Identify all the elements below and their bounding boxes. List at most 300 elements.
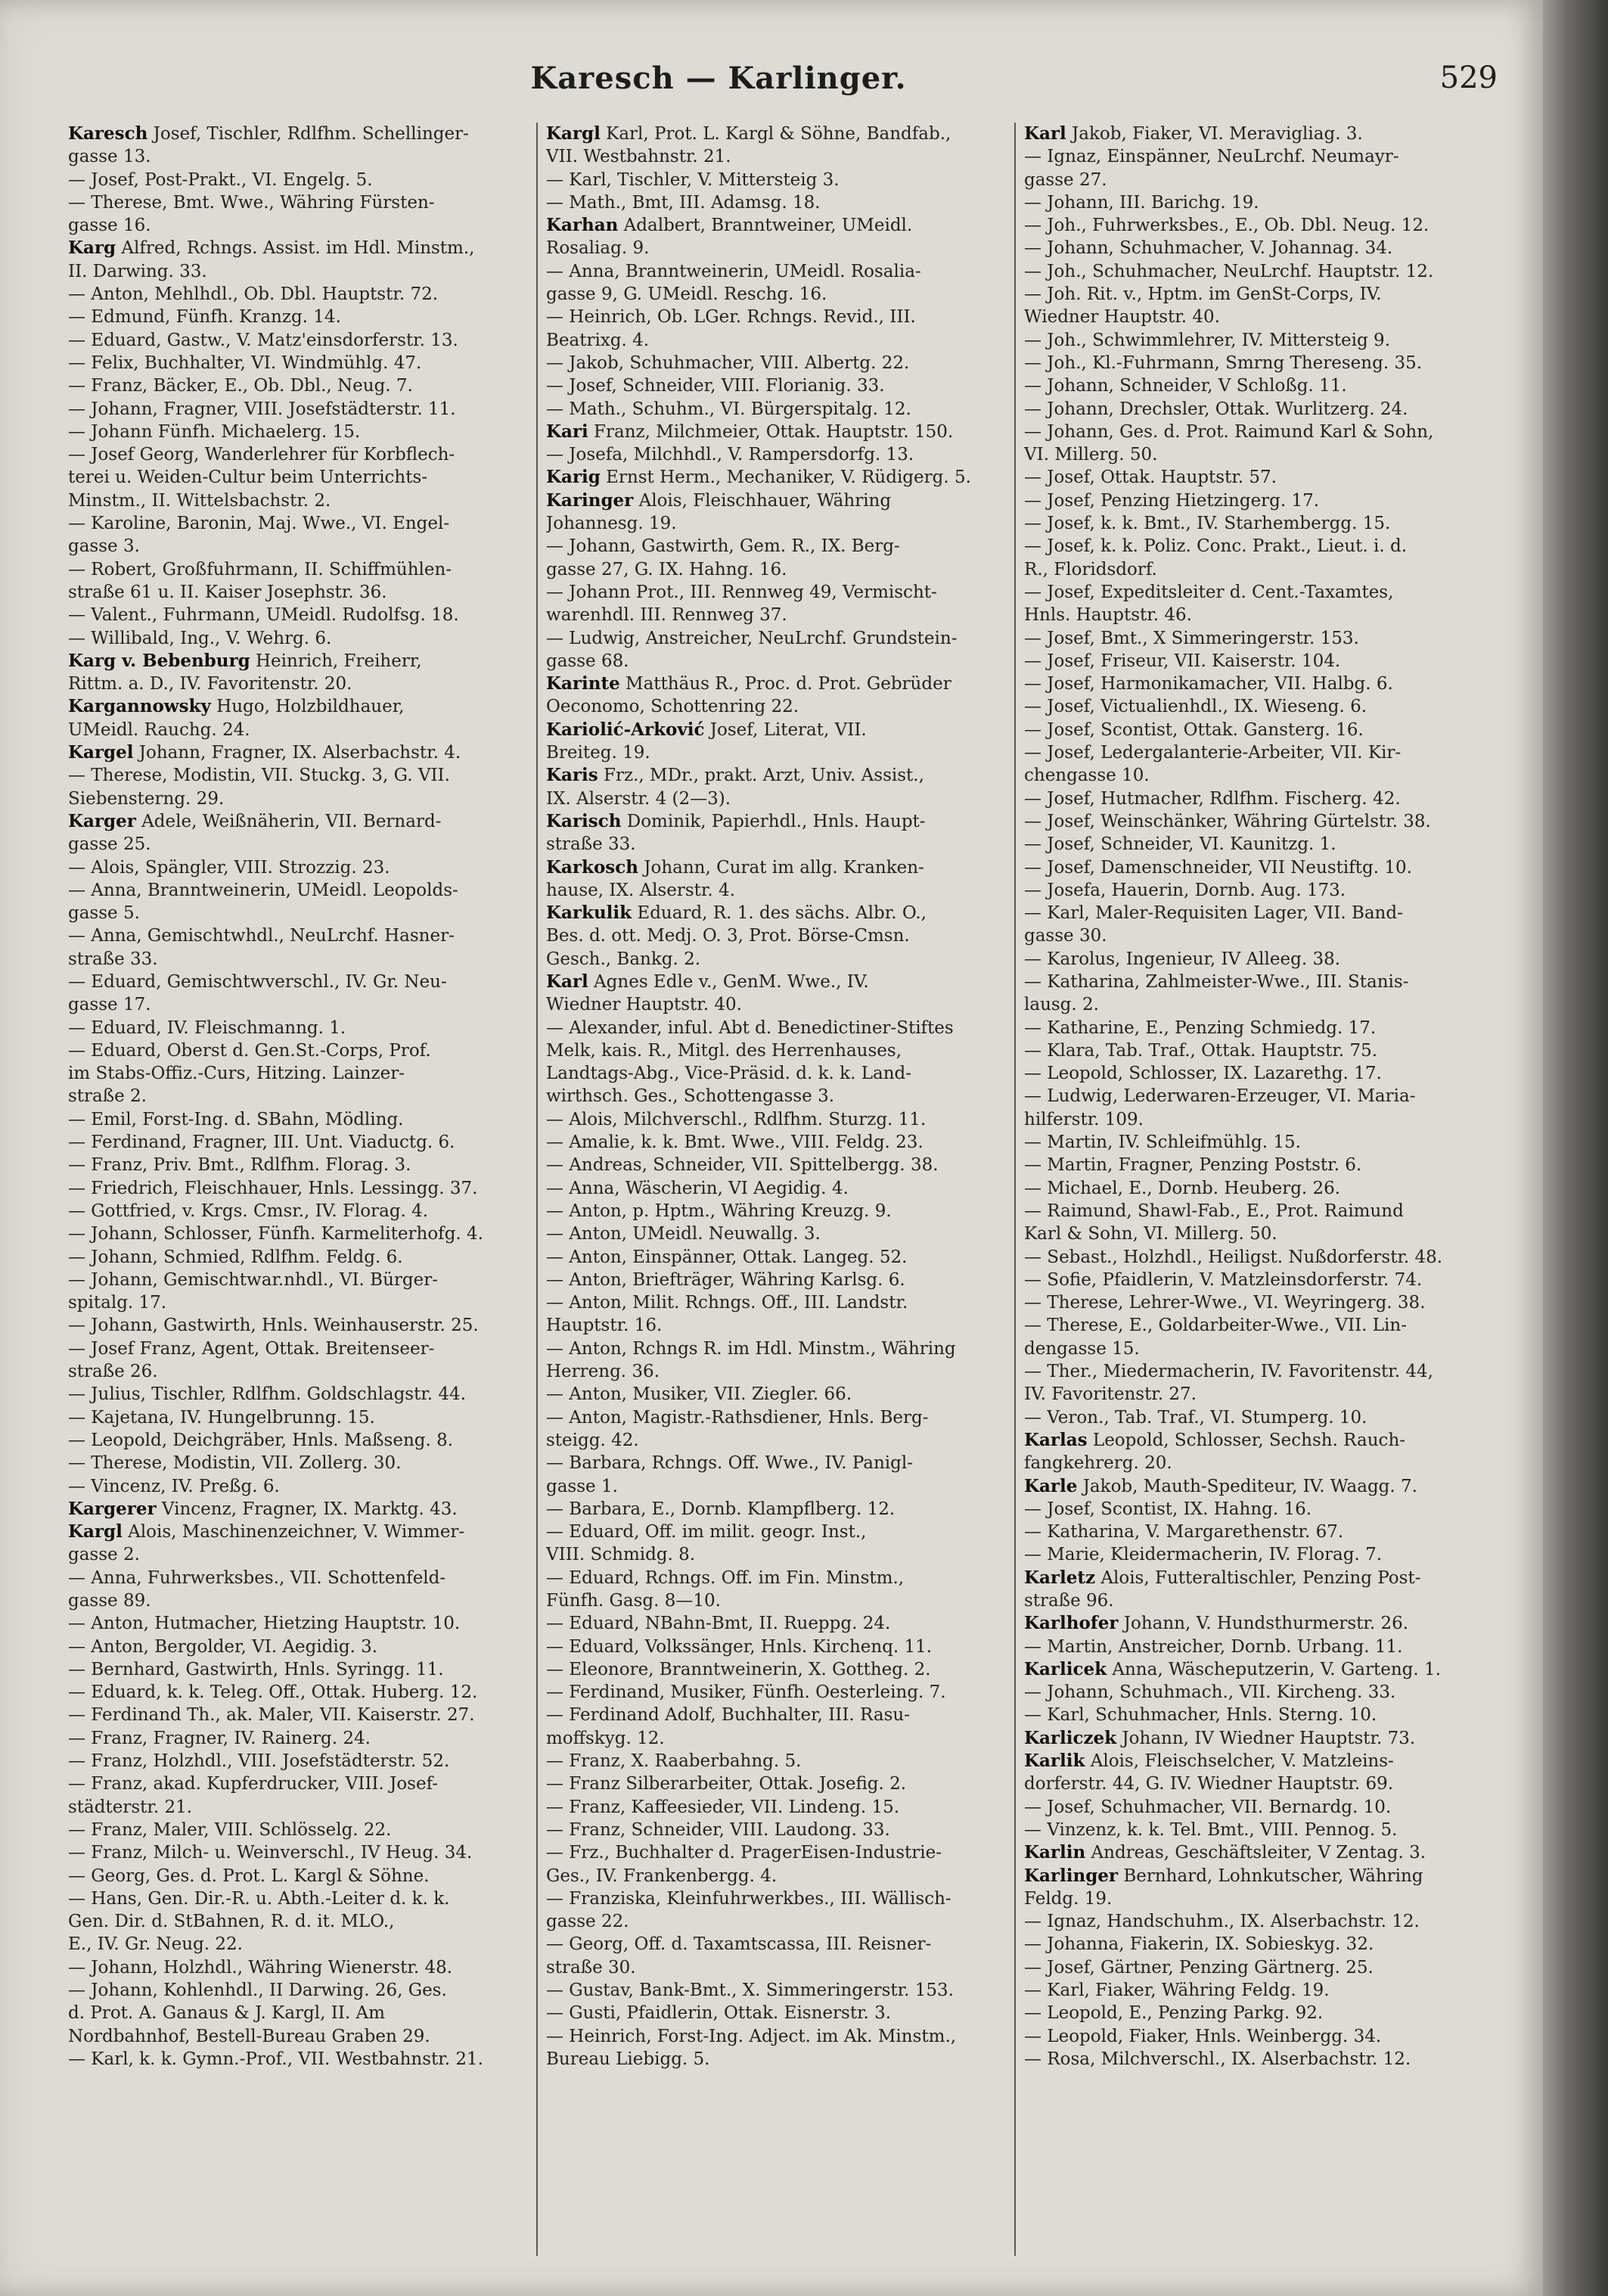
directory-entry-line — [1024, 741, 1493, 764]
directory-entry-line — [68, 741, 526, 764]
directory-entry-line — [546, 650, 1004, 673]
directory-entry-line — [546, 352, 1004, 374]
entry-text: Alois, Maschinenzeichner, V. Wimmer- — [122, 1522, 465, 1543]
entry-text: — Josef, Gärtner, Penzing Gärtnerg. 25. — [1024, 1957, 1374, 1978]
entry-text: — Leopold, Fiaker, Hnls. Weinbergg. 34. — [1024, 2026, 1382, 2046]
entry-text: Wiedner Hauptstr. 40. — [546, 995, 742, 1015]
entry-text: — Edmund, Fünfh. Kranzg. 14. — [68, 307, 341, 328]
entry-text: Gen. Dir. d. StBahnen, R. d. it. MLO., — [68, 1912, 395, 1932]
entry-text: hause, IX. Alserstr. 4. — [546, 880, 735, 900]
surname-heading: Kargannowsky — [68, 696, 211, 717]
directory-entry-line — [68, 1521, 526, 1543]
entry-text: — Alexander, inful. Abt d. Benedictiner-Stiftes — [546, 1018, 954, 1038]
directory-entry-line — [1024, 650, 1493, 673]
entry-text: — Barbara, Rchngs. Off. Wwe., IV. Panigl- — [546, 1453, 913, 1474]
entry-text: — Therese, Modistin, VII. Zollerg. 30. — [68, 1453, 402, 1474]
directory-entry-line — [1024, 352, 1493, 374]
directory-entry-line — [1024, 1498, 1493, 1521]
directory-entry-line — [546, 948, 1004, 971]
directory-entry-line — [546, 2048, 1004, 2071]
entry-text: — Ferdinand, Fragner, III. Unt. Viaductg. 6. — [68, 1132, 455, 1153]
directory-entry-line — [68, 145, 526, 168]
entry-text: Bureau Liebigg. 5. — [546, 2049, 710, 2069]
entry-text: — Anna, Branntweinerin, UMeidl. Leopolds- — [68, 880, 458, 900]
directory-entry-line — [1024, 237, 1493, 259]
directory-entry-line — [546, 673, 1004, 695]
entry-text: Beatrixg. 4. — [546, 330, 650, 350]
entry-text: Rittm. a. D., IV. Favoritenstr. 20. — [68, 674, 352, 694]
directory-entry-line — [68, 1750, 526, 1772]
entry-text: — Karl, k. k. Gymn.-Prof., VII. Westbahnstr. 21. — [68, 2049, 483, 2069]
directory-entry-line — [68, 398, 526, 421]
entry-text: im Stabs-Offiz.-Curs, Hitzing. Lainzer- — [68, 1064, 405, 1084]
entry-text: — Georg, Off. d. Taxamtscassa, III. Reisner- — [546, 1934, 932, 1955]
directory-entry-line — [1024, 2025, 1493, 2048]
directory-entry-line — [1024, 1406, 1493, 1429]
entry-text: Alois, Fleischselcher, V. Matzleins- — [1085, 1751, 1394, 1772]
entry-text: wirthsch. Ges., Schottengasse 3. — [546, 1086, 835, 1107]
directory-entry-line — [68, 764, 526, 787]
directory-entry-line — [546, 1383, 1004, 1406]
directory-entry-line — [546, 1704, 1004, 1726]
entry-text: fangkehrerg. 20. — [1024, 1453, 1172, 1474]
entry-text: Karl, Prot. L. Kargl & Söhne, Bandfab., — [600, 124, 951, 144]
entry-text: chengasse 10. — [1024, 766, 1150, 786]
directory-entry-line — [546, 741, 1004, 764]
entry-text: — Johann, Schneider, V Schloßg. 11. — [1024, 376, 1347, 396]
directory-entry-line — [1024, 466, 1493, 489]
entry-text: — Anna, Branntweinerin, UMeidl. Rosalia- — [546, 261, 921, 281]
directory-entry-line — [546, 466, 1004, 489]
directory-entry-line — [1024, 421, 1493, 443]
directory-entry-line — [1024, 673, 1493, 695]
directory-entry-line — [546, 237, 1004, 259]
surname-heading: Kargerer — [68, 1498, 157, 1519]
directory-entry-line — [1024, 1543, 1493, 1566]
entry-text: — Joh., Fuhrwerksbes., E., Ob. Dbl. Neug. 12. — [1024, 216, 1430, 236]
directory-entry-line — [1024, 1865, 1493, 1887]
directory-entry-line — [68, 123, 526, 145]
directory-entry-line — [68, 443, 526, 466]
entry-text: — Katharina, V. Margarethenstr. 67. — [1024, 1522, 1344, 1543]
directory-entry-line — [68, 1819, 526, 1841]
directory-entry-line — [546, 1017, 1004, 1039]
surname-heading: Karle — [1024, 1475, 1078, 1496]
directory-entry-line — [1024, 535, 1493, 558]
entry-text: — Hans, Gen. Dir.-R. u. Abth.-Leiter d. k. k. — [68, 1888, 450, 1909]
directory-entry-line — [68, 1223, 526, 1245]
entry-text: gasse 68. — [546, 651, 629, 671]
entry-text: steigg. 42. — [546, 1430, 639, 1450]
surname-heading: Kargl — [68, 1521, 123, 1543]
entry-text: — Josef Franz, Agent, Ottak. Breitenseer- — [68, 1338, 435, 1359]
directory-entry-line — [546, 856, 1004, 879]
directory-entry-line — [1024, 169, 1493, 191]
entry-text: — Gusti, Pfaidlerin, Ottak. Eisnerstr. 3. — [546, 2003, 892, 2024]
entry-text: VII. Westbahnstr. 21. — [546, 147, 731, 167]
entry-text: Melk, kais. R., Mitgl. des Herrenhauses, — [546, 1040, 902, 1061]
page-header — [0, 61, 1543, 113]
directory-entry-line — [1024, 306, 1493, 328]
entry-text: — Veron., Tab. Traf., VI. Stumperg. 10. — [1024, 1407, 1367, 1428]
entry-text: Dominik, Papierhdl., Hnls. Haupt- — [621, 811, 926, 831]
directory-entry-line — [546, 581, 1004, 604]
surname-heading: Kariolić-Arković — [546, 719, 705, 740]
entry-text: — Ludwig, Lederwaren-Erzeuger, VI. Maria- — [1024, 1086, 1416, 1107]
entry-text: straße 33. — [546, 834, 636, 855]
directory-entry-line — [1024, 512, 1493, 535]
directory-entry-line — [68, 237, 526, 259]
directory-entry-line — [1024, 191, 1493, 214]
directory-entry-line — [68, 604, 526, 626]
entry-text: lausg. 2. — [1024, 995, 1099, 1015]
directory-entry-line — [68, 1636, 526, 1658]
directory-entry-line — [68, 1567, 526, 1589]
entry-text: — Josef, Hutmacher, Rdlfhm. Fischerg. 42. — [1024, 788, 1401, 809]
directory-entry-line — [546, 512, 1004, 535]
entry-text: gasse 17. — [68, 995, 151, 1015]
directory-entry-line — [68, 558, 526, 581]
entry-text: — Ignaz, Einspänner, NeuLrchf. Neumayr- — [1024, 147, 1399, 167]
entry-text: Anna, Wäscheputzerin, V. Garteng. 1. — [1107, 1659, 1441, 1679]
directory-entry-line — [546, 191, 1004, 214]
directory-entry-line — [546, 924, 1004, 947]
directory-entry-line — [68, 948, 526, 971]
entry-text: — Josefa, Hauerin, Dornb. Aug. 173. — [1024, 880, 1346, 900]
directory-entry-line — [546, 1246, 1004, 1269]
entry-text: — Ludwig, Anstreicher, NeuLrchf. Grundstein- — [546, 628, 958, 648]
entry-text: II. Darwing. 33. — [68, 261, 207, 281]
entry-text: — Karl, Tischler, V. Mittersteig 3. — [546, 169, 840, 190]
directory-entry-line — [546, 283, 1004, 306]
directory-entry-line — [68, 1406, 526, 1429]
surname-heading: Karlhofer — [1024, 1613, 1119, 1634]
entry-text: Bernhard, Lohnkutscher, Währing — [1118, 1866, 1423, 1886]
directory-entry-line — [1024, 1704, 1493, 1726]
entry-text: — Josef, k. k. Bmt., IV. Starhembergg. 15. — [1024, 514, 1391, 534]
surname-heading: Karkulik — [546, 903, 632, 924]
entry-text: E., IV. Gr. Neug. 22. — [68, 1934, 243, 1955]
entry-text: — Anton, p. Hptm., Währing Kreuzg. 9. — [546, 1201, 892, 1221]
directory-entry-line — [1024, 1062, 1493, 1085]
entry-text: Johannesg. 19. — [546, 514, 677, 534]
entry-text: Josef, Tischler, Rdlfhm. Schellinger- — [147, 124, 469, 144]
entry-text: gasse 3. — [68, 536, 140, 557]
entry-text: — Josef, Victualienhdl., IX. Wieseng. 6. — [1024, 697, 1367, 717]
entry-text: straße 2. — [68, 1086, 147, 1107]
directory-entry-line — [1024, 260, 1493, 283]
directory-entry-line — [546, 879, 1004, 902]
entry-text: — Johann, III. Barichg. 19. — [1024, 192, 1259, 213]
directory-entry-line — [68, 1956, 526, 1979]
directory-entry-line — [68, 535, 526, 558]
directory-entry-line — [1024, 2048, 1493, 2071]
entry-text: — Eduard, Gemischtwverschl., IV. Gr. Neu- — [68, 971, 447, 992]
entry-text: — Franz, Fragner, IV. Rainerg. 24. — [68, 1728, 371, 1748]
directory-entry-line — [546, 1567, 1004, 1589]
entry-text: — Klara, Tab. Traf., Ottak. Hauptstr. 75. — [1024, 1040, 1378, 1061]
directory-entry-line — [1024, 1772, 1493, 1795]
entry-text: Minstm., II. Wittelsbachstr. 2. — [68, 490, 331, 511]
entry-text: städterstr. 21. — [68, 1797, 193, 1817]
entry-text: — Martin, Fragner, Penzing Poststr. 6. — [1024, 1155, 1362, 1176]
surname-heading: Karinte — [546, 673, 620, 694]
entry-text: — Anton, UMeidl. Neuwallg. 3. — [546, 1224, 821, 1244]
directory-entry-line — [68, 1246, 526, 1269]
directory-entry-line — [68, 1383, 526, 1406]
entry-text: — Josef, Schneider, VIII. Florianig. 33. — [546, 376, 885, 396]
directory-entry-line — [546, 1131, 1004, 1154]
entry-text: — Johanna, Fiakerin, IX. Sobieskyg. 32. — [1024, 1934, 1374, 1955]
entry-text: — Martin, Anstreicher, Dornb. Urbang. 11. — [1024, 1636, 1403, 1657]
entry-text: gasse 13. — [68, 147, 151, 167]
directory-entry-line — [68, 1269, 526, 1291]
entry-text: — Johann, Gastwirth, Gem. R., IX. Berg- — [546, 536, 900, 557]
entry-text: — Amalie, k. k. Bmt. Wwe., VIII. Feldg. 23. — [546, 1132, 924, 1153]
entry-text: gasse 16. — [68, 216, 151, 236]
directory-entry-line — [546, 1039, 1004, 1062]
entry-text: Johann, IV Wiedner Hauptstr. 73. — [1116, 1728, 1416, 1748]
directory-entry-line — [68, 627, 526, 650]
entry-text: Jakob, Mauth-Spediteur, IV. Waagg. 7. — [1077, 1476, 1417, 1496]
entry-text: — Anton, Briefträger, Währing Karlsg. 6. — [546, 1269, 905, 1290]
directory-entry-line — [546, 1269, 1004, 1291]
directory-entry-line — [1024, 374, 1493, 397]
entry-text: — Karolus, Ingenieur, IV Alleeg. 38. — [1024, 949, 1341, 969]
entry-text: — Johann, Kohlenhdl., II Darwing. 26, Ges. — [68, 1981, 447, 2001]
entry-text: — Josef Georg, Wanderlehrer für Korbflech- — [68, 445, 455, 465]
directory-entry-line — [68, 1062, 526, 1085]
entry-text: — Josefa, Milchhdl., V. Rampersdorfg. 13. — [546, 445, 914, 465]
column-1 — [68, 123, 526, 2267]
directory-entry-line — [546, 971, 1004, 993]
directory-entry-line — [1024, 1475, 1493, 1498]
directory-entry-line — [1024, 1039, 1493, 1062]
directory-entry-line — [68, 1475, 526, 1498]
entry-text: VIII. Schmidg. 8. — [546, 1545, 696, 1565]
directory-entry-line — [1024, 1658, 1493, 1681]
directory-entry-line — [1024, 948, 1493, 971]
directory-entry-line — [1024, 1521, 1493, 1543]
entry-text: Leopold, Schlosser, Sechsh. Rauch- — [1087, 1430, 1406, 1450]
entry-text: — Therese, Modistin, VII. Stuckg. 3, G. VII. — [68, 766, 450, 786]
entry-text: — Therese, Lehrer-Wwe., VI. Weyringerg. 38. — [1024, 1293, 1426, 1313]
directory-entry-line — [546, 1543, 1004, 1566]
entry-text: Herreng. 36. — [546, 1362, 660, 1382]
surname-heading: Karletz — [1024, 1567, 1096, 1588]
entry-text: Karl & Sohn, VI. Millerg. 50. — [1024, 1224, 1277, 1244]
directory-entry-line — [546, 1062, 1004, 1085]
directory-entry-line — [68, 1429, 526, 1452]
surname-heading: Karg v. Bebenburg — [68, 650, 250, 671]
entry-text: Eduard, R. 1. des sächs. Albr. O., — [632, 903, 927, 924]
entry-text: Josef, Literat, VII. — [704, 719, 867, 740]
entry-text: straße 30. — [546, 1957, 636, 1978]
directory-entry-line — [68, 1360, 526, 1383]
entry-text: — Anna, Gemischtwhdl., NeuLrchf. Hasner- — [68, 926, 455, 946]
entry-text: — Robert, Großfuhrmann, II. Schiffmühlen- — [68, 559, 452, 579]
directory-entry-line — [68, 1017, 526, 1039]
entry-text: — Johann, Schuhmacher, V. Johannag. 34. — [1024, 238, 1393, 259]
directory-entry-line — [68, 1865, 526, 1887]
directory-entry-line — [1024, 1933, 1493, 1956]
entry-text: — Ferdinand Adolf, Buchhalter, III. Rasu- — [546, 1705, 910, 1726]
entry-text: — Michael, E., Dornb. Heuberg. 26. — [1024, 1178, 1341, 1198]
entry-text: — Joh., Schuhmacher, NeuLrchf. Hauptstr. 12. — [1024, 261, 1434, 281]
directory-entry-line — [68, 856, 526, 879]
entry-text: — Ignaz, Handschuhm., IX. Alserbachstr. 12. — [1024, 1912, 1420, 1932]
entry-text: — Heinrich, Ob. LGer. Rchngs. Revid., III. — [546, 307, 916, 328]
directory-entry-line — [68, 1796, 526, 1819]
directory-entry-line — [546, 1636, 1004, 1658]
entry-text: — Eduard, Gastw., V. Matz'einsdorferstr. 13. — [68, 330, 458, 350]
directory-entry-line — [68, 1543, 526, 1566]
entry-text: — Sebast., Holzhdl., Heiligst. Nußdorferstr. 48. — [1024, 1247, 1443, 1267]
entry-text: Ges., IV. Frankenbergg. 4. — [546, 1866, 778, 1886]
column-divider — [1014, 123, 1016, 2256]
entry-text: dorferstr. 44, G. IV. Wiedner Hauptstr. 69. — [1024, 1774, 1394, 1794]
entry-text: Heinrich, Freiherr, — [250, 651, 422, 671]
directory-entry-line — [1024, 1956, 1493, 1979]
entry-text: gasse 27, G. IX. Hahng. 16. — [546, 559, 787, 579]
directory-entry-line — [68, 1338, 526, 1360]
directory-entry-line — [546, 1360, 1004, 1383]
entry-text: — Anna, Wäscherin, VI Aegidig. 4. — [546, 1178, 849, 1198]
directory-entry-line — [1024, 1017, 1493, 1039]
directory-entry-line — [68, 306, 526, 328]
directory-entry-line — [1024, 1727, 1493, 1750]
directory-entry-line — [68, 214, 526, 237]
directory-entry-line — [546, 489, 1004, 512]
directory-entry-line — [1024, 695, 1493, 718]
directory-entry-line — [1024, 489, 1493, 512]
directory-entry-line — [1024, 902, 1493, 924]
directory-entry-line — [1024, 627, 1493, 650]
directory-entry-line — [546, 1979, 1004, 2002]
directory-entry-line — [546, 1498, 1004, 1521]
column-2 — [546, 123, 1004, 2267]
directory-entry-line — [1024, 1177, 1493, 1200]
directory-entry-line — [546, 1589, 1004, 1612]
entry-text: — Vinzenz, k. k. Tel. Bmt., VIII. Pennog. 5. — [1024, 1819, 1398, 1840]
entry-text: — Ther., Miedermacherin, IV. Favoritenstr. 44, — [1024, 1362, 1433, 1382]
directory-entry-line — [68, 1772, 526, 1795]
entry-text: — Johann Fünfh. Michaelerg. 15. — [68, 421, 361, 442]
directory-entry-line — [546, 788, 1004, 810]
entry-text: — Therese, E., Goldarbeiter-Wwe., VII. Lin- — [1024, 1316, 1407, 1336]
directory-entry-line — [68, 1887, 526, 1910]
column-3 — [1024, 123, 1493, 2267]
entry-text: — Raimund, Shawl-Fab., E., Prot. Raimund — [1024, 1201, 1404, 1221]
directory-entry-line — [1024, 1910, 1493, 1933]
directory-entry-line — [68, 1039, 526, 1062]
entry-text: — Franz, akad. Kupferdrucker, VIII. Josef- — [68, 1774, 439, 1794]
directory-entry-line — [546, 1154, 1004, 1176]
directory-entry-line — [1024, 833, 1493, 856]
entry-text: — Alois, Spängler, VIII. Strozzig. 23. — [68, 857, 390, 878]
entry-text: Alfred, Rchngs. Assist. im Hdl. Minstm., — [116, 238, 475, 259]
directory-entry-line — [68, 993, 526, 1016]
entry-text: — Josef, Ledergalanterie-Arbeiter, VII. Kir- — [1024, 743, 1402, 763]
directory-entry-line — [546, 1750, 1004, 1772]
entry-text: Bes. d. ott. Medj. O. 3, Prot. Börse-Cmsn. — [546, 926, 910, 946]
directory-entry-line — [68, 466, 526, 489]
directory-entry-line — [68, 1681, 526, 1704]
surname-heading: Karg — [68, 238, 116, 259]
entry-text: gasse 22. — [546, 1912, 629, 1932]
entry-text: straße 61 u. II. Kaiser Josephstr. 36. — [68, 582, 387, 602]
directory-entry-line — [68, 1177, 526, 1200]
directory-entry-line — [1024, 764, 1493, 787]
entry-text: — Johann, Gemischtwar.nhdl., VI. Bürger- — [68, 1269, 438, 1290]
entry-text: Ernst Herm., Mechaniker, V. Rüdigerg. 5. — [600, 468, 971, 488]
entry-text: — Josef, Friseur, VII. Kaiserstr. 104. — [1024, 651, 1341, 671]
entry-text: Adele, Weißnäherin, VII. Bernard- — [135, 811, 442, 831]
directory-entry-line — [68, 1727, 526, 1750]
directory-entry-line — [1024, 1750, 1493, 1772]
entry-text: — Anton, Hutmacher, Hietzing Hauptstr. 10. — [68, 1614, 461, 1634]
surname-heading: Kargl — [546, 123, 601, 144]
directory-entry-line — [1024, 1887, 1493, 1910]
directory-entry-line — [68, 673, 526, 695]
directory-entry-line — [68, 719, 526, 741]
directory-entry-line — [546, 306, 1004, 328]
surname-heading: Kargel — [68, 742, 134, 763]
entry-text: gasse 89. — [68, 1591, 151, 1611]
directory-entry-line — [68, 581, 526, 604]
entry-text: — Josef, Schuhmacher, VII. Bernardg. 10. — [1024, 1797, 1392, 1817]
directory-entry-line — [546, 1475, 1004, 1498]
entry-text: gasse 25. — [68, 834, 151, 855]
directory-entry-line — [1024, 1681, 1493, 1704]
entry-text: straße 33. — [68, 949, 158, 969]
column-divider — [536, 123, 538, 2256]
directory-entry-line — [1024, 1841, 1493, 1864]
entry-text: IX. Alserstr. 4 (2—3). — [546, 788, 731, 809]
directory-entry-line — [68, 260, 526, 283]
directory-entry-line — [68, 788, 526, 810]
directory-entry-line — [546, 374, 1004, 397]
directory-entry-line — [546, 1841, 1004, 1864]
entry-text: — Leopold, Schlosser, IX. Lazarethg. 17. — [1024, 1064, 1382, 1084]
directory-entry-line — [68, 1108, 526, 1131]
entry-text: — Julius, Tischler, Rdlfhm. Goldschlagstr. 44. — [68, 1384, 467, 1405]
directory-entry-line — [546, 1085, 1004, 1108]
entry-text: — Josef, Penzing Hietzingerg. 17. — [1024, 490, 1320, 511]
running-title: Karesch — Karlinger. — [530, 61, 907, 96]
directory-entry-line — [1024, 1338, 1493, 1360]
directory-entry-line — [1024, 123, 1493, 145]
entry-text: — Anton, Milit. Rchngs. Off., III. Landstr. — [546, 1293, 908, 1313]
entry-text: Nordbahnhof, Bestell-Bureau Graben 29. — [68, 2026, 430, 2046]
directory-entry-line — [1024, 145, 1493, 168]
directory-entry-line — [1024, 1819, 1493, 1841]
directory-entry-line — [1024, 1452, 1493, 1474]
directory-entry-line — [1024, 604, 1493, 626]
entry-text: — Josef, Schneider, VI. Kaunitzg. 1. — [1024, 834, 1336, 855]
entry-text: — Josef, Scontist, Ottak. Gansterg. 16. — [1024, 719, 1364, 740]
entry-text: Alois, Fleischhauer, Währing — [633, 490, 892, 511]
entry-text: — Bernhard, Gastwirth, Hnls. Syringg. 11. — [68, 1659, 444, 1679]
entry-text: Jakob, Fiaker, VI. Meravigliag. 3. — [1066, 124, 1363, 144]
entry-text: — Anton, Einspänner, Ottak. Langeg. 52. — [546, 1247, 908, 1267]
directory-entry-line — [1024, 1291, 1493, 1314]
surname-heading: Karlinger — [1024, 1865, 1119, 1886]
entry-text: — Eduard, Volkssänger, Hnls. Kirchenq. 11. — [546, 1636, 933, 1657]
directory-entry-line — [546, 1681, 1004, 1704]
entry-text: IV. Favoritenstr. 27. — [1024, 1384, 1197, 1405]
directory-entry-line — [1024, 1383, 1493, 1406]
